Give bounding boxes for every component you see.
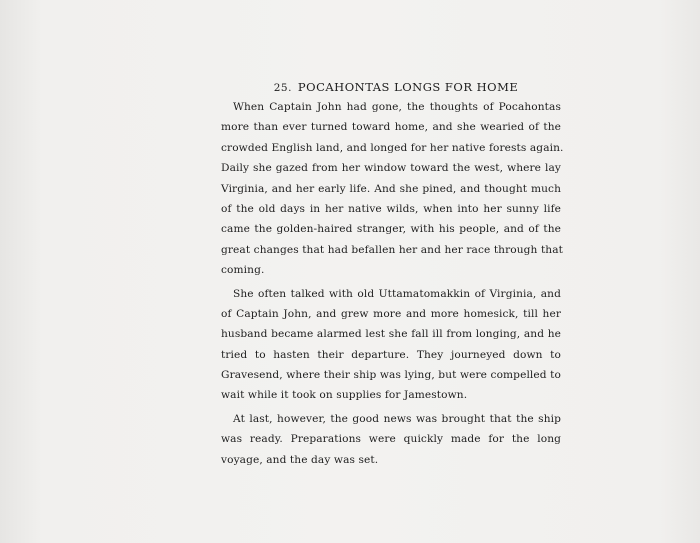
text-line: of the old days in her native wilds, when into her sunny life	[221, 202, 561, 215]
text-line: was ready. Preparations were quickly made for the long	[221, 433, 561, 446]
text-line: coming.	[221, 264, 265, 277]
paragraph-2	[221, 284, 561, 406]
text-line: When Captain John had gone, the thoughts of Pocahontas	[233, 101, 561, 113]
text-line: Daily she gazed from her window toward the west, where lay	[221, 162, 561, 175]
text-line: tried to hasten their departure. They journeyed down to	[221, 348, 561, 361]
paragraph-1	[221, 97, 564, 281]
text-line: of Captain John, and grew more and more homesick, till her	[221, 307, 561, 320]
text-line: husband became alarmed lest she fall ill from longing, and he	[221, 328, 561, 341]
text-line: came the golden-haired stranger, with his people, and of the	[221, 223, 561, 236]
text-line: voyage, and the day was set.	[221, 453, 379, 466]
text-line: wait while it took on supplies for Jamestown.	[221, 389, 468, 402]
text-line: Virginia, and her early life. And she pined, and thought much	[221, 182, 561, 195]
text-line: crowded English land, and longed for her native forests again.	[221, 141, 564, 154]
text-line: She often talked with old Uttamatomakkin of Virginia, and	[233, 287, 561, 300]
text-line: great changes that had befallen her and her race through that	[221, 243, 563, 256]
text-line: more than ever turned toward home, and she wearied of the	[221, 121, 561, 134]
chapter-number: 25.	[273, 82, 292, 94]
chapter-title: POCAHONTAS LONGS FOR HOME	[297, 80, 519, 94]
chapter-heading	[231, 77, 561, 97]
text-line: At last, however, the good news was brought that the ship	[233, 412, 561, 425]
text-line: Gravesend, where their ship was lying, but were compelled to	[221, 369, 561, 382]
paragraph-3	[221, 409, 561, 470]
text-block	[221, 77, 564, 470]
